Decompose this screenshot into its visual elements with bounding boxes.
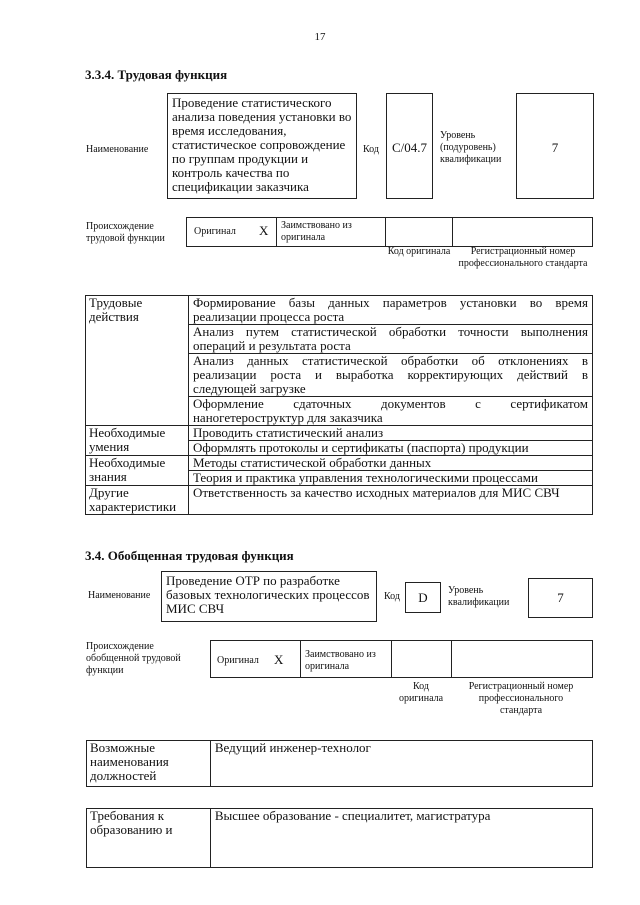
section-heading-334: 3.3.4. Трудовая функция (85, 67, 228, 82)
uroven-box-2 (528, 578, 593, 618)
education-table (86, 808, 593, 868)
reg-nomer-label: Регистрационный номер профессионального стандарта (458, 246, 588, 269)
table-row (86, 426, 593, 441)
uroven-box (516, 93, 594, 199)
kod-originala-label: Код оригинала (387, 246, 451, 257)
borrowed-label: Заимствовано из оригинала (281, 220, 352, 243)
row-item: Проводить статистический анализ (188, 426, 592, 441)
table-row (86, 456, 593, 471)
origin-table-2 (210, 640, 593, 678)
row-item: Методы статистической обработки данных (188, 456, 592, 471)
uroven-label: Уровень (подуровень) квалификации (440, 130, 502, 165)
page-number: 17 (314, 31, 326, 43)
row-item: Оформлять протоколы и сертификаты (паспорта) продукции (188, 441, 592, 456)
uroven-value-2: 7 (557, 590, 564, 605)
divider (385, 217, 386, 247)
uroven-label-2: Уровень квалификации (448, 585, 510, 608)
divider (276, 217, 277, 247)
positions-table (86, 740, 593, 787)
positions-value: Ведущий инженер-технолог (210, 741, 592, 787)
kod-label-2: Код (384, 591, 400, 602)
naimenovanie-label: Наименование (86, 144, 149, 155)
kod-originala-label-2: Код оригинала (398, 681, 444, 704)
row-label: Необходимые знания (86, 456, 189, 486)
origin-label-2: Происхождение обобщенной трудовой функции (86, 641, 181, 676)
divider (452, 217, 453, 247)
kod-value: C/04.7 (391, 140, 428, 155)
original-mark-2: X (274, 652, 284, 667)
divider (300, 640, 301, 678)
naimenovanie-text: Проведение статистического анализа поведения установки во время исследования, статистическое сопровождение по группам продукции и контроль качества по спецификации заказчика (172, 95, 352, 194)
table-row (86, 296, 593, 325)
row-item: Анализ путем статистической обработки точности выполнения операций и результата роста (188, 325, 592, 354)
row-item: Анализ данных статистической обработки об отклонениях в реализации роста и выработка корректирующих действий в следующей загрузке (188, 354, 592, 397)
original-label: Оригинал (194, 226, 236, 237)
kod-value-2: D (418, 590, 428, 605)
table-row (87, 809, 593, 868)
row-item: Оформление сдаточных документов с сертификатом наногетероструктур для заказчика (188, 397, 592, 426)
kod-box (386, 93, 433, 199)
uroven-value: 7 (551, 140, 559, 155)
borrowed-label-2: Заимствовано из оригинала (305, 649, 376, 672)
row-label: Необходимые умения (86, 426, 189, 456)
origin-table (186, 217, 593, 247)
section-heading-34: 3.4. Обобщенная трудовая функция (85, 548, 294, 563)
divider (391, 640, 392, 678)
original-mark: X (259, 223, 269, 238)
origin-label: Происхождение трудовой функции (86, 221, 165, 244)
naimenovanie-box (167, 93, 357, 199)
table-row (86, 486, 593, 515)
table-row (87, 741, 593, 787)
kod-label: Код (363, 144, 379, 155)
kod-box-2 (405, 582, 441, 613)
positions-label: Возможные наименования должностей (87, 741, 211, 787)
naimenovanie-label-2: Наименование (88, 590, 151, 601)
original-label-2: Оригинал (217, 655, 259, 666)
divider (451, 640, 452, 678)
naimenovanie-box-2 (161, 571, 377, 622)
education-label: Требования к образованию и (87, 809, 211, 868)
row-label: Другие характеристики (86, 486, 189, 515)
education-clip (86, 808, 593, 905)
naimenovanie-text-2: Проведение ОТР по разработке базовых технологических процессов МИС СВЧ (166, 573, 370, 616)
education-value: Высшее образование - специалитет, магистратура (210, 809, 592, 868)
row-label: Трудовые действия (86, 296, 189, 426)
row-item: Формирование базы данных параметров установки во время реализации процесса роста (188, 296, 592, 325)
row-item: Ответственность за качество исходных материалов для МИС СВЧ (188, 486, 592, 515)
reg-nomer-label-2: Регистрационный номер профессионального стандарта (468, 681, 574, 716)
row-item: Теория и практика управления технологическими процессами (188, 471, 592, 486)
functions-table (85, 295, 593, 515)
